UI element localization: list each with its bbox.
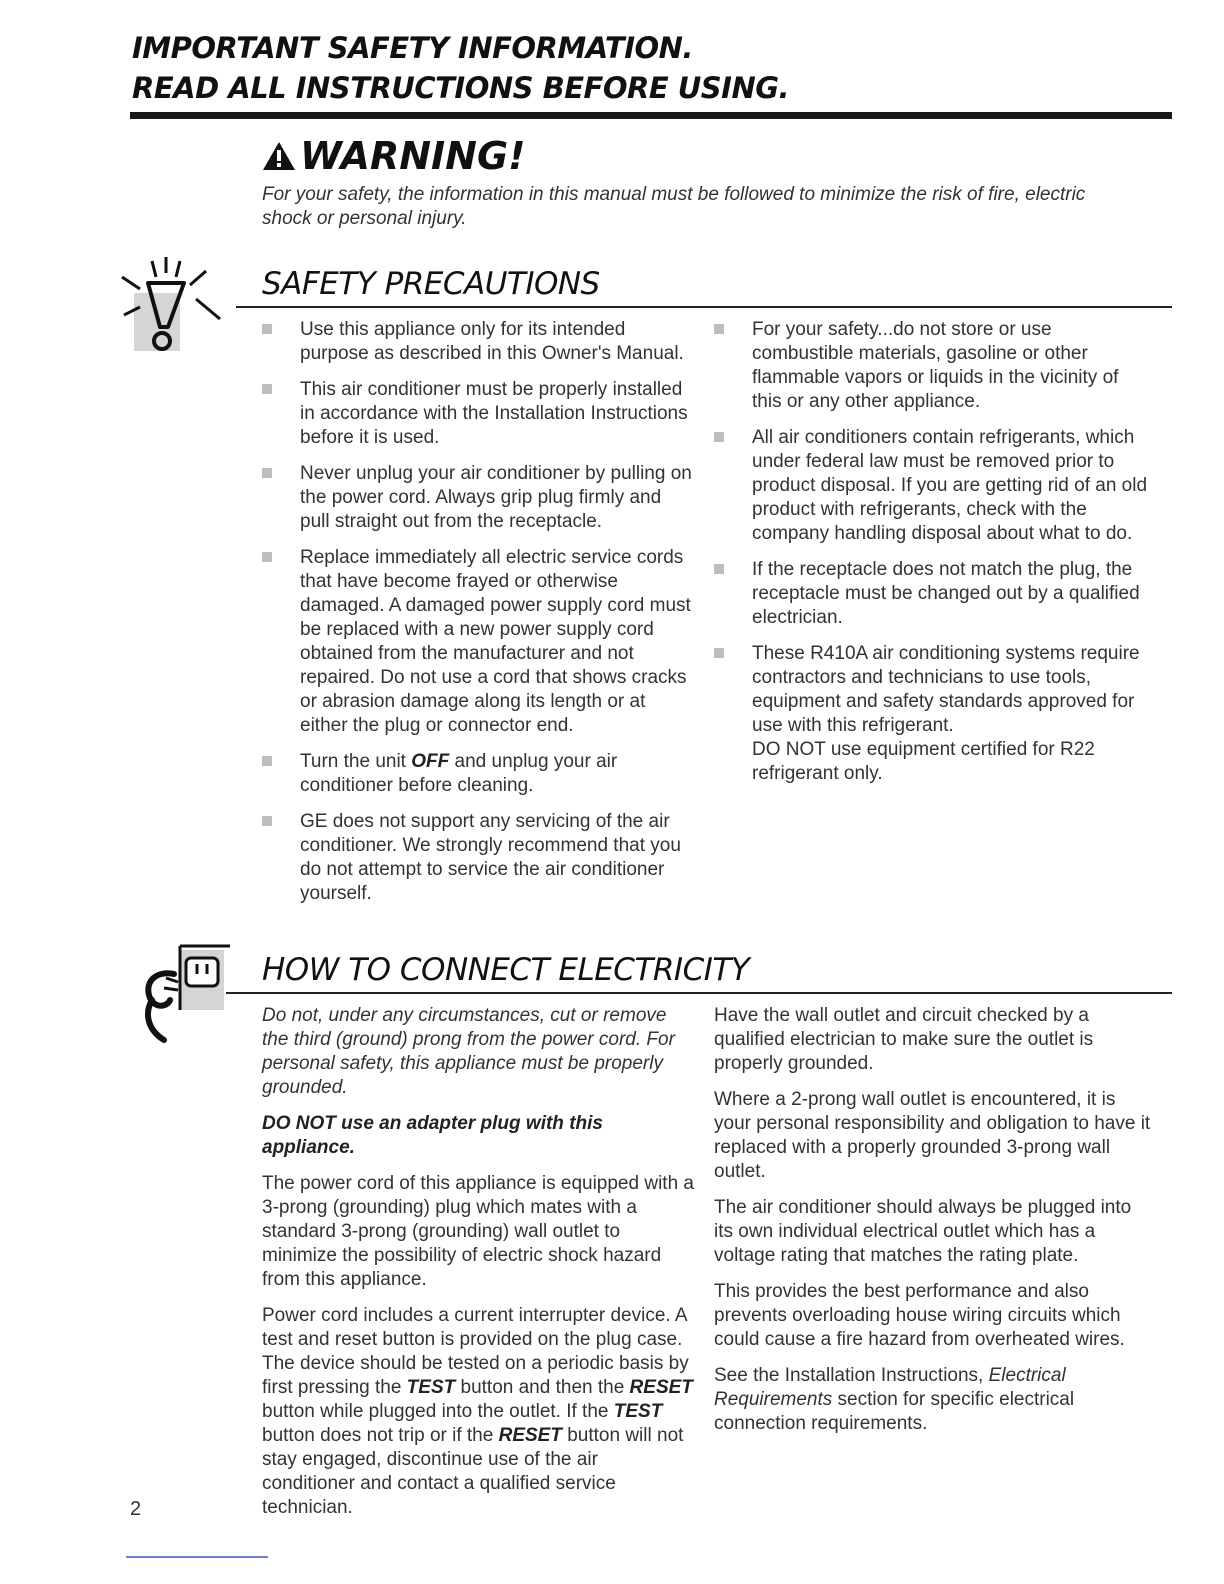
safety-section-rule <box>236 306 1172 308</box>
installation-reference-paragraph: See the Installation Instructions, Electrical Requirements section for specific electrical connection requirements. <box>714 1365 1075 1434</box>
header-rule <box>130 112 1172 119</box>
off-keyword: OFF <box>411 751 450 772</box>
interrupter-paragraph: Power cord includes a current interrupter device. A test and reset button is provided on the plug case. The device should be tested on a periodic basis by first pressing the TEST button and then the RESET button while plugged into the outlet. If the TEST button does not trip or if the RESET button will not stay engaged, discontinue use of the air conditioner and contact a qualified service technician. <box>262 1305 693 1518</box>
safety-bullet: Never unplug your air conditioner by pulling on the power cord. Always grip plug firmly and pull straight out from the receptacle. <box>258 462 694 534</box>
safety-bullet: If the receptacle does not match the plug, the receptacle must be changed out by a qualified electrician. <box>710 558 1150 630</box>
electricity-icon <box>134 944 230 1044</box>
safety-icon <box>118 255 250 355</box>
safety-right-column <box>710 318 1150 798</box>
how-to-connect-electricity-title: HOW TO CONNECT ELECTRICITY <box>262 952 750 988</box>
safety-left-column <box>258 318 694 918</box>
safety-precautions-title: SAFETY PRECAUTIONS <box>262 266 600 302</box>
reset-keyword: RESET <box>498 1425 562 1446</box>
reset-keyword: RESET <box>629 1377 693 1398</box>
safety-bullet: Replace immediately all electric service cords that have become frayed or otherwise damaged. A damaged power supply cord must be replaced with a new power supply cord obtained from the manufacturer and not repaired. Do not use a cord that shows cracks or abrasion damage along its length or at either the plug or connector end. <box>258 546 694 738</box>
warning-title: WARNING! <box>300 134 526 178</box>
header-line-1: IMPORTANT SAFETY INFORMATION. <box>132 31 693 65</box>
warning-heading <box>262 134 526 178</box>
safety-bullet: GE does not support any servicing of the air conditioner. We strongly recommend that you do not attempt to service the air conditioner yourself. <box>258 810 694 906</box>
footer-line <box>126 1556 268 1558</box>
page-number: 2 <box>130 1498 142 1520</box>
test-keyword: TEST <box>406 1377 456 1398</box>
outlet-check-paragraph: Have the wall outlet and circuit checked by a qualified electrician to make sure the outlet is properly grounded. <box>714 1005 1094 1074</box>
electrical-requirements-reference: Electrical Requirements <box>714 1365 1066 1410</box>
header-line-2: READ ALL INSTRUCTIONS BEFORE USING. <box>132 71 790 105</box>
electricity-right-column <box>714 1004 1154 1448</box>
test-keyword: TEST <box>613 1401 663 1422</box>
two-prong-paragraph: Where a 2-prong wall outlet is encountered, it is your personal responsibility and obligation to have it replaced with a properly grounded 3-prong wall outlet. <box>714 1089 1151 1182</box>
electricity-section-rule <box>226 992 1172 994</box>
safety-bullet: This air conditioner must be properly installed in accordance with the Installation Instructions before it is used. <box>258 378 694 450</box>
individual-outlet-paragraph: The air conditioner should always be plugged into its own individual electrical outlet which has a voltage rating that matches the rating plate. <box>714 1197 1132 1266</box>
safety-bullet: All air conditioners contain refrigerants, which under federal law must be removed prior to product disposal. If you are getting rid of an old product with refrigerants, check with the company handling disposal about what to do. <box>710 426 1150 546</box>
power-cord-paragraph: The power cord of this appliance is equipped with a 3-prong (grounding) plug which mates with a standard 3-prong (grounding) wall outlet to minimize the possibility of electric shock hazard from this appliance. <box>262 1173 694 1290</box>
safety-bullet: Use this appliance only for its intended purpose as described in this Owner's Manual. <box>258 318 694 366</box>
warning-triangle-icon <box>262 141 296 171</box>
adapter-warning: DO NOT use an adapter plug with this appliance. <box>262 1113 603 1158</box>
page-header <box>132 28 1172 108</box>
safety-bullet: These R410A air conditioning systems require contractors and technicians to use tools, equipment and safety standards approved for use with this refrigerant. DO NOT use equipment certified for R22 refrigerant only. <box>710 642 1150 786</box>
plug-outlet-icon <box>134 944 230 1044</box>
performance-paragraph: This provides the best performance and also prevents overloading house wiring circuits which could cause a fire hazard from overheated wires. <box>714 1281 1125 1350</box>
electricity-left-column <box>262 1004 694 1532</box>
safety-bullet: For your safety...do not store or use combustible materials, gasoline or other flammable vapors or liquids in the vicinity of this or any other appliance. <box>710 318 1150 414</box>
warning-body: For your safety, the information in this manual must be followed to minimize the risk of fire, electric shock or personal injury. <box>262 184 1086 229</box>
exclamation-burst-icon <box>118 255 250 355</box>
ground-warning: Do not, under any circumstances, cut or remove the third (ground) prong from the power cord. For personal safety, this appliance must be properly grounded. <box>262 1005 675 1098</box>
safety-bullet: Turn the unit OFF and unplug your air conditioner before cleaning. <box>258 750 694 798</box>
